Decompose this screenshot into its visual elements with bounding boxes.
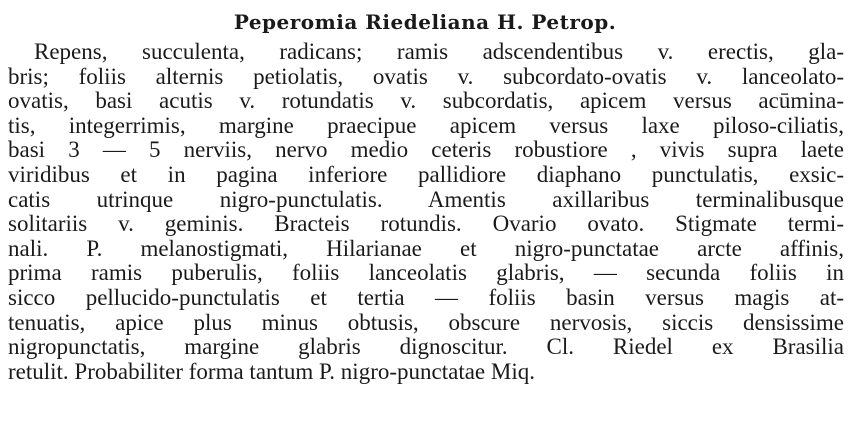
- text-line: nali. P. melanostigmati, Hilarianae et nigro-punctatae arcte affinis,: [8, 236, 844, 261]
- text-line: basi 3 — 5 nerviis, nervo medio ceteris robustiore , vivis supra laete: [8, 138, 844, 163]
- text-line: nigropunctatis, margine glabris dignoscitur. Cl. Riedel ex Brasilia: [8, 335, 844, 360]
- document-title: Peperomia Riedeliana H. Petrop.: [233, 10, 617, 34]
- text-line: Repens, succulenta, radicans; ramis adscendentibus v. erectis, gla-: [34, 40, 844, 64]
- text-line: retulit. Probabiliter forma tantum P. nigro-punctatae Miq.: [8, 359, 535, 384]
- text-line: tenuatis, apice plus minus obtusis, obscure nervosis, siccis densissime: [8, 310, 844, 335]
- text-line: bris; foliis alternis petiolatis, ovatis v. subcordato-ovatis v. lanceolato-: [8, 64, 844, 89]
- text-line: prima ramis puberulis, foliis lanceolatis glabris, — secunda foliis in: [8, 261, 844, 286]
- text-line: viridibus et in pagina inferiore pallidiore diaphano punctulatis, exsic-: [8, 162, 844, 187]
- text-line: sicco pellucido-punctulatis et tertia — foliis basin versus magis at-: [8, 285, 844, 310]
- text-line: catis utrinque nigro-punctulatis. Amentis axillaribus terminalibusque: [8, 187, 844, 212]
- text-line: tis, integerrimis, margine praecipue apicem versus laxe piloso-ciliatis,: [8, 113, 844, 138]
- text-line: solitariis v. geminis. Bracteis rotundis. Ovario ovato. Stigmate termi-: [8, 212, 844, 237]
- document-body: [8, 40, 844, 384]
- text-line: ovatis, basi acutis v. rotundatis v. subcordatis, apicem versus acūmina-: [8, 89, 844, 114]
